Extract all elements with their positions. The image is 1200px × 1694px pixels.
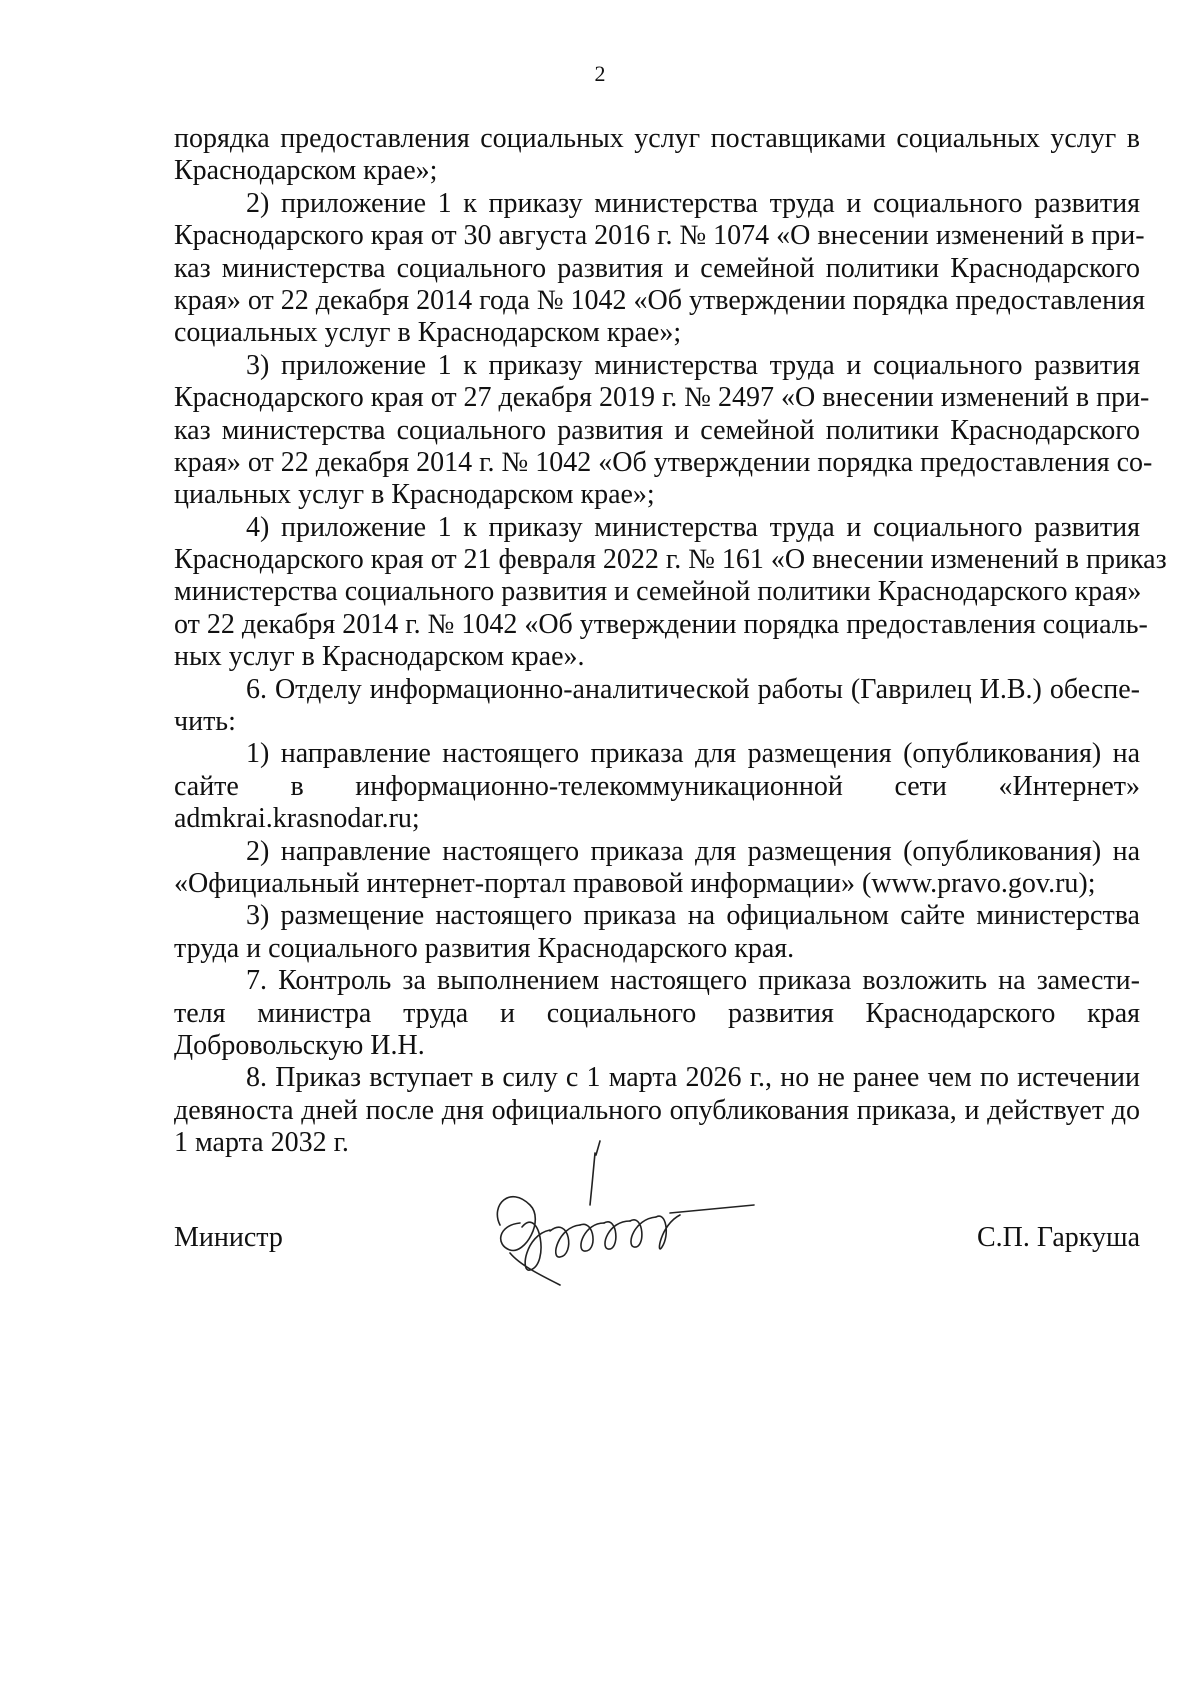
text-line: admkrai.krasnodar.ru; (174, 803, 420, 835)
text-line: министерства социального развития и семейной политики Краснодарского края» (174, 576, 1142, 608)
text-line: ных услуг в Краснодарском крае». (174, 641, 585, 673)
text-line: «Официальный интернет-портал правовой информации» (www.pravo.gov.ru); (174, 867, 1096, 899)
text-line: теля министра труда и социального развития Краснодарского края (174, 997, 1140, 1029)
text-line: чить: (174, 706, 236, 738)
text-line: девяноста дней после дня официального опубликования приказа, и действует до (174, 1094, 1140, 1126)
text-line: каз министерства социального развития и семейной политики Краснодарского (174, 414, 1140, 446)
signature-name: С.П. Гаркуша (976, 1222, 1140, 1253)
text-line: 7. Контроль за выполнением настоящего приказа возложить на замести- (246, 965, 1140, 997)
text-line: Краснодарского края от 21 февраля 2022 г. № 161 «О внесении изменений в приказ (174, 544, 1167, 576)
text-line: циальных услуг в Краснодарском крае»; (174, 479, 655, 511)
text-line: 8. Приказ вступает в силу с 1 марта 2026 г., но не ранее чем по истечении (246, 1062, 1140, 1094)
text-line: Краснодарского края от 30 августа 2016 г. № 1074 «О внесении изменений в при- (174, 220, 1145, 252)
text-line: Краснодарском крае»; (174, 155, 438, 187)
text-line: Краснодарского края от 27 декабря 2019 г. № 2497 «О внесении изменений в при- (174, 382, 1150, 414)
signature-block (174, 1222, 1140, 1262)
text-line: каз министерства социального развития и семейной политики Краснодарского (174, 252, 1140, 284)
text-line: 3) приложение 1 к приказу министерства труда и социального развития (246, 349, 1140, 381)
text-line: 1) направление настоящего приказа для размещения (опубликования) на (246, 738, 1140, 770)
text-line: сайте в информационно-телекоммуникационной сети «Интернет» (174, 770, 1140, 802)
text-line: порядка предоставления социальных услуг поставщиками социальных услуг в (174, 123, 1140, 154)
body-text (174, 123, 1167, 1160)
text-line: края» от 22 декабря 2014 г. № 1042 «Об утверждении порядка предоставления со- (174, 446, 1153, 478)
text-line: от 22 декабря 2014 г. № 1042 «Об утверждении порядка предоставления социаль- (174, 608, 1148, 640)
text-line: Добровольскую И.Н. (174, 1029, 425, 1061)
text-line: 1 марта 2032 г. (174, 1127, 349, 1159)
text-line: 3) размещение настоящего приказа на официальном сайте министерства (246, 900, 1140, 932)
page-number: 2 (594, 61, 606, 86)
text-line: края» от 22 декабря 2014 года № 1042 «Об утверждении порядка предоставления (174, 284, 1145, 316)
handwritten-signature (480, 1135, 800, 1295)
text-line: 4) приложение 1 к приказу министерства труда и социального развития (246, 511, 1140, 543)
text-line: 2) направление настоящего приказа для размещения (опубликования) на (246, 835, 1140, 867)
text-line: социальных услуг в Краснодарском крае»; (174, 317, 682, 349)
text-line: 2) приложение 1 к приказу министерства труда и социального развития (246, 187, 1140, 219)
text-line: труда и социального развития Краснодарского края. (174, 932, 795, 964)
signature-title: Министр (174, 1222, 283, 1253)
text-line: 6. Отделу информационно-аналитической работы (Гаврилец И.В.) обеспе- (246, 673, 1140, 705)
